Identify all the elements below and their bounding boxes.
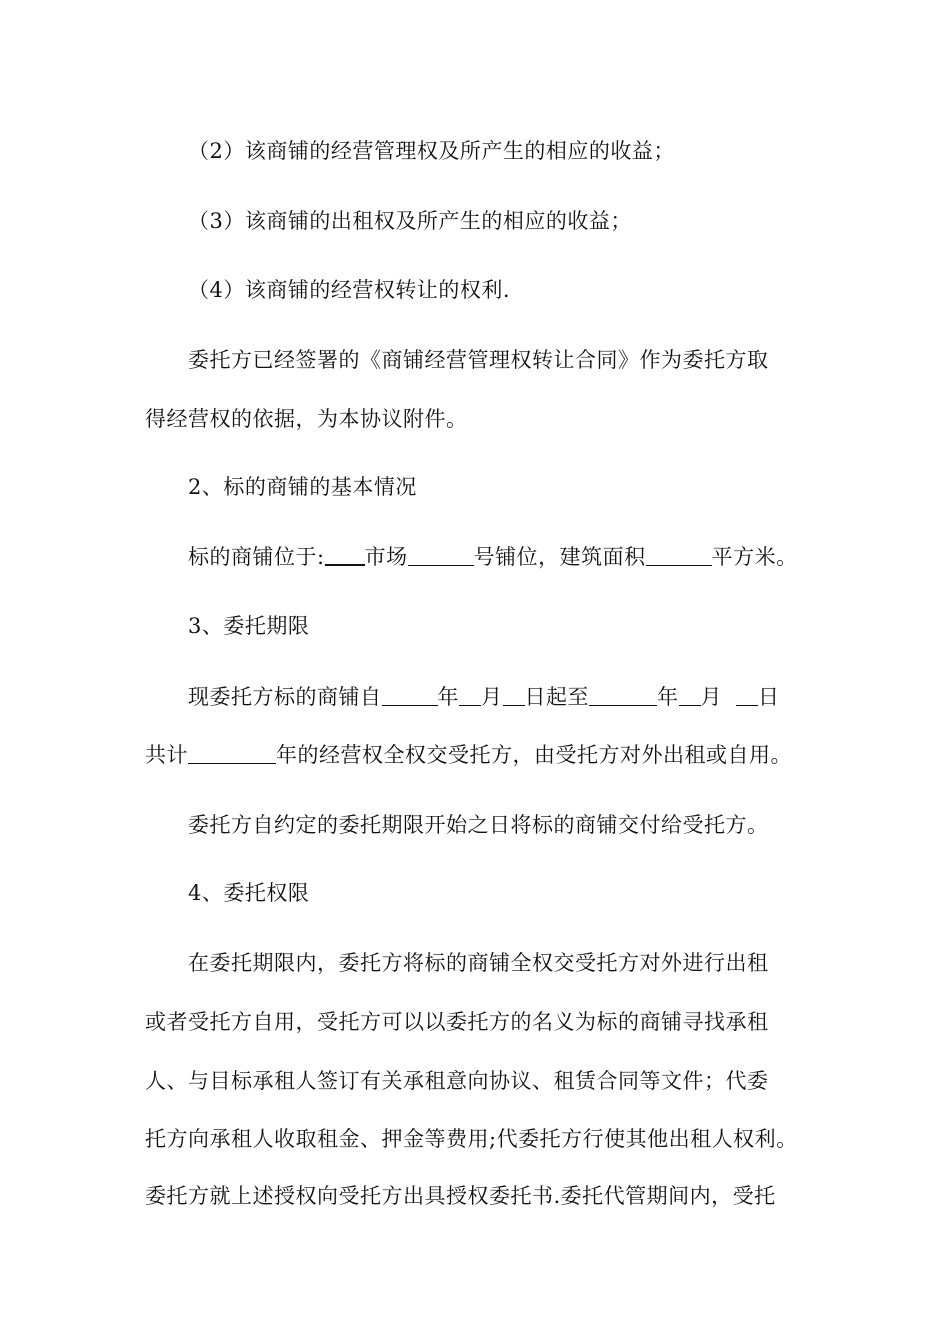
term-text: 年的经营权全权交受托方，由受托方对外出租或自用。 [276, 743, 792, 767]
blank-field [589, 685, 657, 706]
term-line [188, 682, 810, 712]
paragraph-line: 托方向承租人收取租金、押金等费用;代委托方行使其他出租人权利。 [145, 1127, 798, 1151]
blank-field [736, 685, 758, 706]
paragraph-line: 得经营权的依据，为本协议附件。 [145, 407, 468, 431]
blank-field [503, 685, 525, 706]
term-text: 现委托方标的商铺自 [188, 685, 382, 709]
term-year2: 年 [657, 685, 679, 709]
location-line [188, 542, 810, 572]
blank-field [646, 545, 712, 566]
section-heading: 2、标的商铺的基本情况 [188, 475, 417, 499]
section-heading: 4、委托权限 [188, 881, 310, 905]
term-day-to: 日起至 [524, 685, 589, 709]
paragraph-line: 委托方已经签署的《商铺经营管理权转让合同》作为委托方取 [188, 348, 769, 372]
section-heading: 3、委托期限 [188, 614, 310, 638]
blank-field [459, 685, 481, 706]
location-unit: 平方米。 [711, 545, 798, 569]
paragraph-line: 或者受托方自用，受托方可以以委托方的名义为标的商铺寻找承租 [145, 1010, 769, 1034]
blank-field [408, 545, 474, 566]
list-item: （2）该商铺的经营管理权及所产生的相应的收益； [188, 139, 675, 163]
blank-field [382, 685, 438, 706]
list-item: （3）该商铺的出租权及所产生的相应的收益； [188, 209, 632, 233]
blank-field [325, 544, 365, 566]
location-market: 市场 [364, 545, 408, 569]
paragraph-line: 人、与目标承租人签订有关承租意向协议、租赁合同等文件；代委 [145, 1069, 769, 1093]
term-day2: 日 [758, 685, 780, 709]
term-total: 共计 [145, 743, 188, 767]
location-stall: 号铺位，建筑面积 [473, 545, 646, 569]
paragraph-line: 委托方就上述授权向受托方出具授权委托书.委托代管期间内，受托 [145, 1184, 776, 1208]
paragraph-line: 在委托期限内，委托方将标的商铺全权交受托方对外进行出租 [188, 951, 769, 975]
list-item: （4）该商铺的经营权转让的权利. [188, 278, 511, 302]
term-month: 月 [481, 685, 503, 709]
location-prefix: 标的商铺位于: [188, 545, 325, 569]
term-month2: 月 [700, 685, 722, 709]
blank-field [679, 685, 701, 706]
term-year: 年 [437, 685, 459, 709]
blank-field [188, 743, 276, 764]
term-line [145, 740, 810, 770]
paragraph-line: 委托方自约定的委托期限开始之日将标的商铺交付给受托方。 [188, 813, 769, 837]
